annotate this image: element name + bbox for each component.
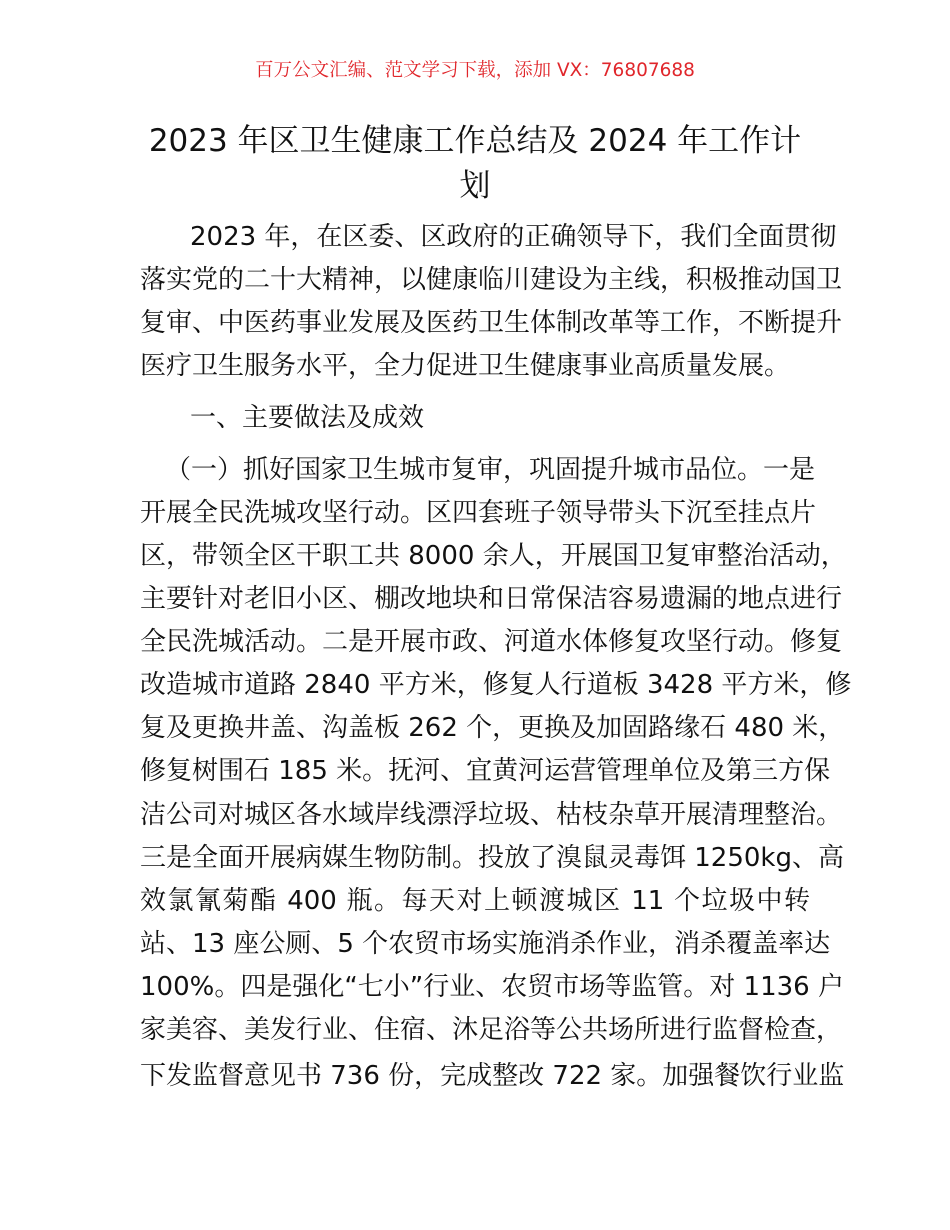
text-line: 主要针对老旧小区、棚改地块和日常保洁容易遗漏的地点进行	[140, 584, 843, 614]
text-line: 落实党的二十大精神，以健康临川建设为主线，积极推动国卫	[140, 265, 843, 295]
text-line: 区，带领全区干职工共 8000 余人，开展国卫复审整治活动，	[140, 541, 847, 571]
text-line: 全民洗城活动。二是开展市政、河道水体修复攻坚行动。修复	[140, 627, 843, 657]
section-heading: 一、主要做法及成效	[190, 403, 425, 433]
text-line: 开展全民洗城攻坚行动。区四套班子领导带头下沉至挂点片	[140, 498, 817, 528]
text-line: 2023 年，在区委、区政府的正确领导下，我们全面贯彻	[190, 222, 837, 252]
text-line: 医疗卫生服务水平，全力促进卫生健康事业高质量发展。	[140, 351, 791, 381]
text-line: 改造城市道路 2840 平方米，修复人行道板 3428 平方米，修	[140, 670, 852, 700]
text-line: 复审、中医药事业发展及医药卫生体制改革等工作，不断提升	[140, 308, 843, 338]
text-line: 家美容、美发行业、住宿、沐足浴等公共场所进行监督检查，	[140, 1015, 843, 1045]
document-title-line-2: 划	[459, 168, 491, 204]
text-line: 修复树围石 185 米。抚河、宜黄河运营管理单位及第三方保	[140, 756, 831, 786]
text-line: 站、13 座公厕、5 个农贸市场实施消杀作业，消杀覆盖率达	[140, 929, 831, 959]
text-line: （一）抓好国家卫生城市复审，巩固提升城市品位。一是	[165, 455, 816, 485]
document-title-line-1: 2023 年区卫生健康工作总结及 2024 年工作计	[148, 123, 802, 159]
header-banner: 百万公文汇编、范文学习下载，添加 VX：76807688	[255, 60, 695, 81]
text-line: 效氯氰菊酯 400 瓶。每天对上顿渡城区 11 个垃圾中转	[140, 886, 810, 916]
text-line: 复及更换井盖、沟盖板 262 个，更换及加固路缘石 480 米，	[140, 713, 845, 743]
text-line: 洁公司对城区各水域岸线漂浮垃圾、枯枝杂草开展清理整治。	[140, 800, 843, 830]
text-line: 三是全面开展病媒生物防制。投放了溴鼠灵毒饵 1250kg、高	[140, 843, 844, 873]
text-line: 下发监督意见书 736 份，完成整改 722 家。加强餐饮行业监	[140, 1061, 845, 1091]
text-line: 100%。四是强化“七小”行业、农贸市场等监管。对 1136 户	[140, 972, 844, 1002]
